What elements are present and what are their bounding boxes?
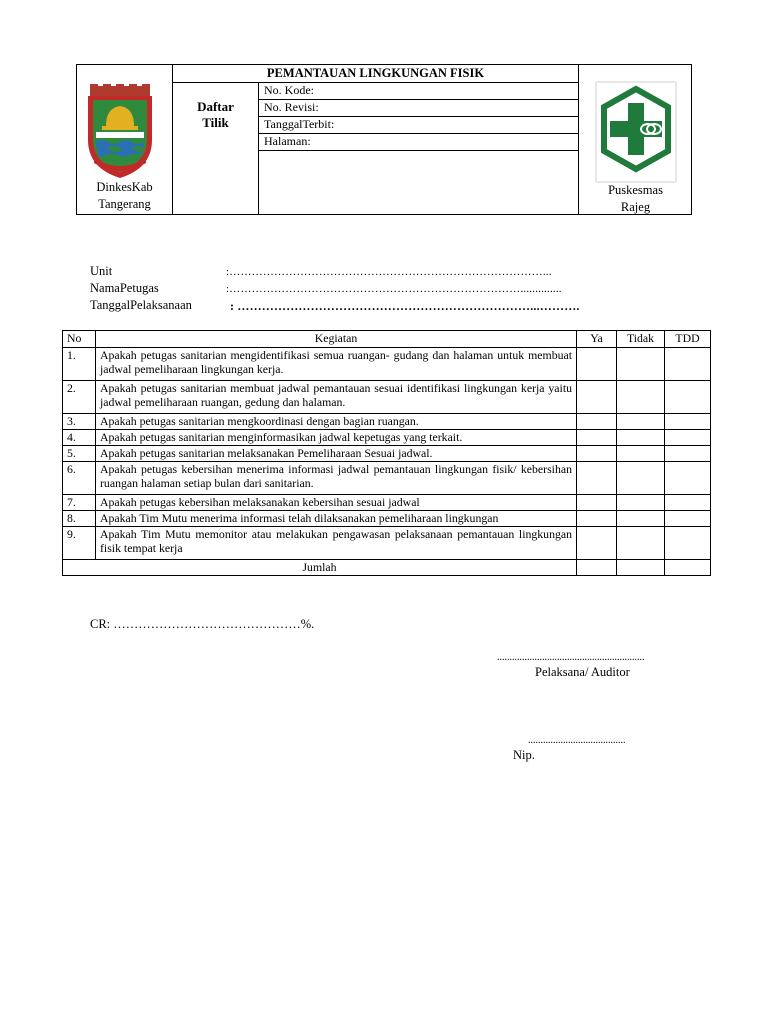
- document-type-line: Tilik: [202, 115, 229, 130]
- divider: [172, 65, 173, 214]
- row-number: 9.: [63, 527, 96, 560]
- cell-ya[interactable]: [577, 348, 617, 381]
- cell-ya[interactable]: [577, 381, 617, 414]
- nama-petugas-field[interactable]: :……………………………………………………………………..............: [226, 283, 562, 295]
- row-question: Apakah Tim Mutu memonitor atau melakukan pengawasan pelaksanaan pemantauan lingkungan fisik tempat kerja: [96, 527, 577, 560]
- row-question: Apakah petugas sanitarian mengidentifikasi semua ruangan- gudang dan halaman untuk membuat jadwal pemeliharaan lingkungan kerja.: [96, 348, 577, 381]
- nip-label: Nip.: [513, 748, 535, 762]
- table-row: [63, 430, 711, 446]
- cell-tdd[interactable]: [665, 511, 711, 527]
- kabupaten-tangerang-logo-icon: [84, 84, 156, 180]
- cell-tdd[interactable]: [665, 446, 711, 462]
- table-row: [63, 527, 711, 560]
- column-header-no: No: [63, 331, 96, 348]
- cell-tidak[interactable]: [617, 495, 665, 511]
- table-row: [63, 381, 711, 414]
- cell-tdd[interactable]: [665, 462, 711, 495]
- column-header-tidak: Tidak: [617, 331, 665, 348]
- divider: [172, 82, 578, 83]
- left-logo-caption: [77, 179, 172, 213]
- row-number: 6.: [63, 462, 96, 495]
- cell-tidak[interactable]: [617, 348, 665, 381]
- cell-total-tdd[interactable]: [665, 560, 711, 576]
- compliance-rate-field[interactable]: CR: ………………………………………%.: [90, 617, 315, 631]
- row-number: 4.: [63, 430, 96, 446]
- field-no-revisi: No. Revisi:: [264, 100, 319, 114]
- row-question: Apakah petugas sanitarian mengkoordinasi dengan bagian ruangan.: [96, 414, 577, 430]
- document-type: [173, 99, 258, 131]
- unit-label: Unit: [90, 264, 113, 278]
- caption-line: Tangerang: [98, 197, 151, 211]
- tanggal-pelaksanaan-label: TanggalPelaksanaan: [90, 298, 192, 312]
- total-label: Jumlah: [63, 560, 577, 576]
- divider: [258, 83, 259, 214]
- row-question: Apakah petugas kebersihan menerima informasi jadwal pemantauan lingkungan fisik/ kebersihan ruangan halaman setiap bulan dari sanitarian.: [96, 462, 577, 495]
- table-total-row: [63, 560, 711, 576]
- row-question: Apakah petugas sanitarian menginformasikan jadwal kepetugas yang terkait.: [96, 430, 577, 446]
- cell-ya[interactable]: [577, 414, 617, 430]
- caption-line: Puskesmas: [608, 183, 663, 197]
- cell-ya[interactable]: [577, 495, 617, 511]
- cell-tdd[interactable]: [665, 381, 711, 414]
- row-number: 7.: [63, 495, 96, 511]
- checklist-table: [62, 330, 711, 576]
- cell-tidak[interactable]: [617, 511, 665, 527]
- column-header-tdd: TDD: [665, 331, 711, 348]
- document-title: PEMANTAUAN LINGKUNGAN FISIK: [266, 66, 485, 80]
- caption-line: DinkesKab: [96, 180, 153, 194]
- right-logo-caption: [579, 182, 692, 216]
- tanggal-pelaksanaan-field[interactable]: : ………………………………………………………………...……….: [230, 299, 580, 313]
- cell-tidak[interactable]: [617, 527, 665, 560]
- table-row: [63, 462, 711, 495]
- table-row: [63, 414, 711, 430]
- row-question: Apakah Tim Mutu menerima informasi telah dilaksanakan pemeliharaan lingkungan: [96, 511, 577, 527]
- row-question: Apakah petugas kebersihan melaksanakan kebersihan sesuai jadwal: [96, 495, 577, 511]
- cell-ya[interactable]: [577, 430, 617, 446]
- cell-total-tidak[interactable]: [617, 560, 665, 576]
- cell-ya[interactable]: [577, 446, 617, 462]
- row-number: 8.: [63, 511, 96, 527]
- cell-total-ya[interactable]: [577, 560, 617, 576]
- cell-tidak[interactable]: [617, 430, 665, 446]
- unit-field[interactable]: :…………………………………………………………………………...: [226, 266, 552, 278]
- row-question: Apakah petugas sanitarian membuat jadwal pemantauan sesuai identifikasi lingkungan kerja yaitu jadwal pemeliharaan ruangan, gedung dan halaman.: [96, 381, 577, 414]
- cell-tdd[interactable]: [665, 430, 711, 446]
- cell-tdd[interactable]: [665, 527, 711, 560]
- row-number: 3.: [63, 414, 96, 430]
- cell-tidak[interactable]: [617, 381, 665, 414]
- table-header-row: [63, 331, 711, 348]
- field-no-kode: No. Kode:: [264, 83, 314, 97]
- cell-tdd[interactable]: [665, 348, 711, 381]
- table-row: [63, 511, 711, 527]
- cell-tidak[interactable]: [617, 446, 665, 462]
- puskesmas-logo-icon: [595, 81, 677, 183]
- cell-tdd[interactable]: [665, 495, 711, 511]
- field-tanggal-terbit: TanggalTerbit:: [264, 117, 335, 131]
- row-number: 5.: [63, 446, 96, 462]
- cell-tidak[interactable]: [617, 414, 665, 430]
- nama-petugas-label: NamaPetugas: [90, 281, 159, 295]
- document-type-line: Daftar: [197, 99, 234, 114]
- row-number: 1.: [63, 348, 96, 381]
- cell-tdd[interactable]: [665, 414, 711, 430]
- cell-tidak[interactable]: [617, 462, 665, 495]
- column-header-ya: Ya: [577, 331, 617, 348]
- table-row: [63, 348, 711, 381]
- caption-line: Rajeg: [620, 200, 651, 214]
- document-header: [76, 64, 692, 215]
- cell-ya[interactable]: [577, 527, 617, 560]
- cell-ya[interactable]: [577, 511, 617, 527]
- signer-role-label: Pelaksana/ Auditor: [535, 665, 630, 679]
- table-row: [63, 446, 711, 462]
- divider: [258, 150, 578, 151]
- field-halaman: Halaman:: [264, 134, 311, 148]
- signature-line[interactable]: ...........................................................: [497, 652, 645, 663]
- table-row: [63, 495, 711, 511]
- row-number: 2.: [63, 381, 96, 414]
- column-header-kegiatan: Kegiatan: [96, 331, 577, 348]
- cell-ya[interactable]: [577, 462, 617, 495]
- row-question: Apakah petugas sanitarian melaksanakan Pemeliharaan Sesuai jadwal.: [96, 446, 577, 462]
- name-line[interactable]: .......................................: [528, 735, 626, 746]
